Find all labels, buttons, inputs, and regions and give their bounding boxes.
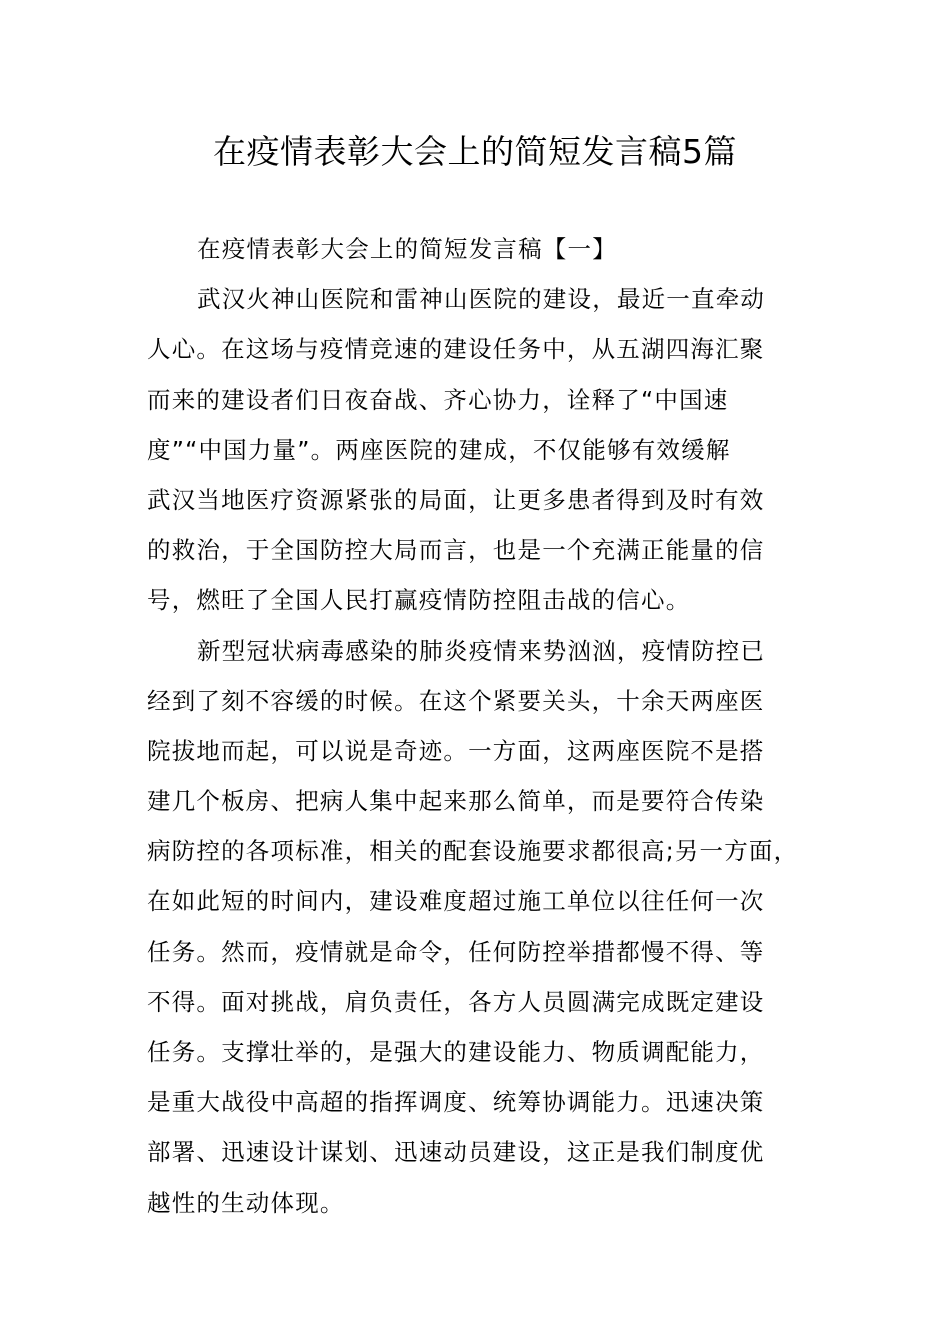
section-heading: 在疫情表彰大会上的简短发言稿【一】 bbox=[197, 235, 617, 263]
paragraph-line: 武汉当地医疗资源紧张的局面，让更多患者得到及时有效 bbox=[147, 485, 765, 514]
paragraph-line: 度”“中国力量”。两座医院的建成，不仅能够有效缓解 bbox=[147, 435, 731, 464]
paragraph-line: 的救治，于全国防控大局而言，也是一个充满正能量的信 bbox=[147, 536, 765, 565]
paragraph-line: 病防控的各项标准，相关的配套设施要求都很高;另一方面， bbox=[147, 837, 799, 866]
paragraph-line: 部署、迅速设计谋划、迅速动员建设，这正是我们制度优 bbox=[147, 1138, 765, 1167]
document-body bbox=[147, 224, 823, 1228]
paragraph-line: 在如此短的时间内，建设难度超过施工单位以往任何一次 bbox=[147, 887, 765, 916]
paragraph-line: 任务。然而，疫情就是命令，任何防控举措都慢不得、等 bbox=[147, 937, 765, 966]
paragraph-line: 而来的建设者们日夜奋战、齐心协力，诠释了“中国速 bbox=[147, 385, 729, 414]
paragraph-line: 越性的生动体现。 bbox=[147, 1188, 345, 1217]
paragraph-line: 院拔地而起，可以说是奇迹。一方面，这两座医院不是搭 bbox=[147, 736, 765, 765]
paragraph-line: 新型冠状病毒感染的肺炎疫情来势汹汹，疫情防控已 bbox=[197, 636, 766, 665]
paragraph-line: 建几个板房、把病人集中起来那么简单，而是要符合传染 bbox=[147, 787, 765, 816]
paragraph-line: 经到了刻不容缓的时候。在这个紧要关头，十余天两座医 bbox=[147, 686, 765, 715]
paragraph-line: 不得。面对挑战，肩负责任，各方人员圆满完成既定建设 bbox=[147, 987, 765, 1016]
paragraph-line: 武汉火神山医院和雷神山医院的建设，最近一直牵动 bbox=[197, 285, 766, 314]
document-title: 在疫情表彰大会上的简短发言稿5篇 bbox=[213, 132, 737, 171]
paragraph-line: 是重大战役中高超的指挥调度、统筹协调能力。迅速决策 bbox=[147, 1088, 765, 1117]
paragraph-line: 号，燃旺了全国人民打赢疫情防控阻击战的信心。 bbox=[147, 586, 691, 615]
paragraph-line: 任务。支撑壮举的，是强大的建设能力、物质调配能力， bbox=[147, 1038, 765, 1066]
paragraph-line: 人心。在这场与疫情竞速的建设任务中，从五湖四海汇聚 bbox=[147, 335, 765, 364]
